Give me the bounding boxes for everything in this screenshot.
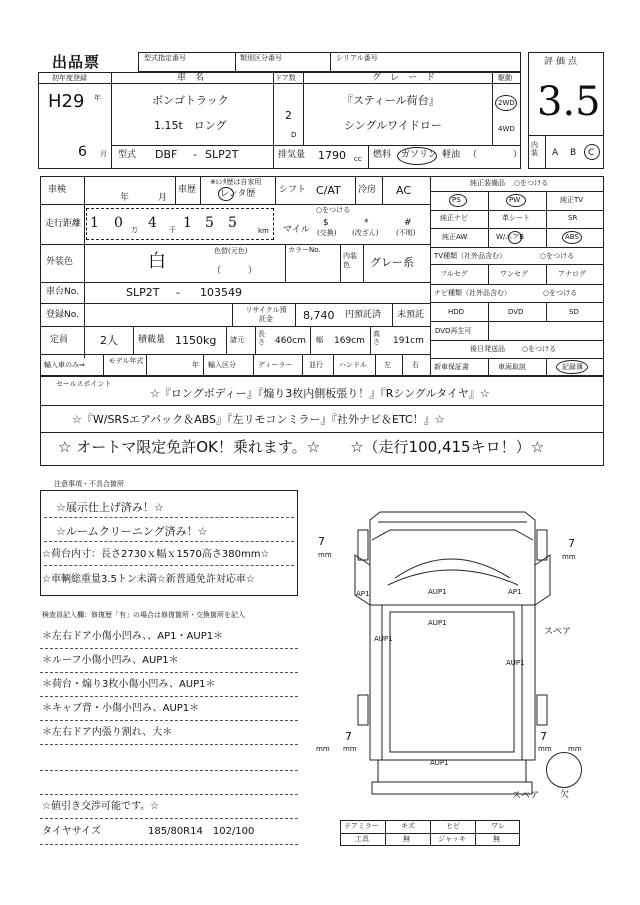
equipment-mark-note: ○をつける xyxy=(514,179,549,187)
inspection-year-unit: 年 xyxy=(120,193,130,203)
code-aup1-bed-left: AUP1 xyxy=(374,635,393,643)
tools-header-scratch: キズ xyxy=(401,822,415,830)
equip-abs: ABS xyxy=(565,233,579,241)
equip-aw: 純正AW xyxy=(442,233,468,241)
color-change-label: 色替(元色) xyxy=(214,247,248,255)
drive-2wd: 2WD xyxy=(498,99,515,107)
model-prefix: DBF xyxy=(155,148,178,161)
category-label: 類別区分番号 xyxy=(240,54,282,62)
model-label: 型式 xyxy=(118,150,137,160)
equip-tv: 純正TV xyxy=(560,196,584,204)
tools-header-break: ワレ xyxy=(491,822,505,830)
note-line-2: ☆ルームクリーニング済み！☆ xyxy=(56,525,208,538)
displacement-label: 排気量 xyxy=(278,150,306,160)
equip-ps: PS xyxy=(452,196,461,204)
code-aup1-rear: AUP1 xyxy=(430,759,449,767)
tire-depth-rear-right-unit: mm xyxy=(538,745,552,753)
mile-hash-sub: (不明) xyxy=(396,229,416,237)
inspector-line-4: ＊キャブ背・小傷小凹み、AUP1＊ xyxy=(42,703,200,714)
mileage-digit-2: 0 xyxy=(114,215,123,231)
mileage-sen: 千 xyxy=(169,226,176,234)
interior-grade-b: B xyxy=(570,148,577,158)
code-ap1-left: AP1 xyxy=(356,590,370,598)
chassis-dash: - xyxy=(176,286,180,299)
color-change-paren: （ ） xyxy=(212,266,258,276)
note-line-4: ☆車輌総重量3.5トン未満☆新普通免許対応車☆ xyxy=(42,574,255,585)
navi-title: ナビ種類（社外品含む） xyxy=(434,289,511,297)
history-value: レンタ歴 xyxy=(220,189,256,199)
history-label: 車歴 xyxy=(178,185,197,195)
import-dealer: ディーラー xyxy=(258,361,293,369)
displacement-value: 1790 xyxy=(318,149,346,162)
ac-value: AC xyxy=(396,184,412,197)
capacity-label: 定員 xyxy=(50,335,69,345)
tire-depth-rear-right: 7 xyxy=(540,730,547,743)
tire-depth-front-right: 7 xyxy=(568,537,575,550)
score-label: 評価点 xyxy=(544,57,581,67)
height-label: 高さ xyxy=(373,330,380,346)
later-warranty: 新車保証書 xyxy=(434,363,469,371)
score-value: 3.5 xyxy=(537,79,601,125)
recycle-value: 8,740 xyxy=(303,309,335,322)
inspector-line-1: ＊左右ドア小傷小凹み、、AP1・AUP1＊ xyxy=(42,631,224,642)
import-parallel: 並行 xyxy=(309,361,323,369)
reg-label: 登録No. xyxy=(46,310,79,320)
width-label: 幅 xyxy=(316,336,323,344)
tire-depth-front-left-unit: mm xyxy=(318,551,332,559)
grade-label: グ レ ー ド xyxy=(372,73,436,83)
code-aup1-roof: AUP1 xyxy=(428,588,447,596)
equip-sr: SR xyxy=(568,214,578,222)
tools-header-mirror: ドアミラー xyxy=(344,822,379,830)
recycle-label: リサイクル預託金 xyxy=(245,306,287,323)
serial-label: シリアル番号 xyxy=(336,54,378,62)
selling-point-3: ☆ オートマ限定免許OK！乗れます。☆ ☆（走行100,415キロ！）☆ xyxy=(58,438,545,456)
chassis-prefix: SLP2T xyxy=(126,286,160,299)
first-reg-month: 6 xyxy=(78,144,87,160)
spare-missing: 欠 xyxy=(560,790,570,800)
price-note: ☆値引き交渉可能です。☆ xyxy=(42,801,160,812)
interior-color-value: グレー系 xyxy=(370,256,414,269)
type-designation-label: 型式指定番号 xyxy=(144,54,186,62)
spare-label: スペア xyxy=(544,627,572,637)
drive-4wd: 4WD xyxy=(498,125,515,133)
tools-header-crack: ヒビ xyxy=(446,822,460,830)
mile-dollar-sub: (交換) xyxy=(317,229,337,237)
selling-point-2: ☆『W/SRSエアバック＆ABS』『左リモコンミラー』『社外ナビ＆ETC！』☆ xyxy=(72,413,445,426)
interior-grade-a: A xyxy=(552,148,559,158)
import-class-label: 輸入区分 xyxy=(208,361,236,369)
later-record: 記録簿 xyxy=(562,363,583,371)
length-value: 460cm xyxy=(275,336,306,346)
tools-row-jack-value: 無 xyxy=(493,835,500,843)
mileage-digit-3: 4 xyxy=(148,215,157,231)
mileage-digit-6: 5 xyxy=(228,215,237,231)
navi-mark-note: ○をつける xyxy=(543,289,578,297)
shift-label: シフト xyxy=(279,185,307,195)
car-name: ボンゴトラック xyxy=(152,94,229,107)
tire-label: タイヤサイズ xyxy=(42,826,101,837)
recycle-paid: 円預託済 xyxy=(345,310,382,320)
handle-label: ハンドル xyxy=(339,361,367,369)
tools-row-jack: ジャッキ xyxy=(438,835,466,843)
grade-line-1: 『スティール荷台』 xyxy=(342,94,440,107)
doors-d: D xyxy=(291,131,297,139)
length-label: 長さ xyxy=(258,330,265,346)
doors-value: 2 xyxy=(285,109,292,122)
mile-star: * xyxy=(364,218,369,228)
tire-extra-left-unit: mm xyxy=(316,745,330,753)
exterior-color: 白 xyxy=(148,251,166,272)
fuel-paren: （ ） xyxy=(468,150,523,160)
equip-leather: 革シート xyxy=(502,214,530,222)
mile-star-sub: (改ざん) xyxy=(352,229,379,237)
month-unit: 月 xyxy=(100,150,107,158)
model-year-label: モデル年式 xyxy=(108,357,144,365)
import-label: 輸入車のみ⇒ xyxy=(44,361,85,369)
tire-depth-front-left: 7 xyxy=(318,535,325,548)
mileage-unit: km xyxy=(258,227,269,235)
capacity-value: 2人 xyxy=(100,334,118,347)
mile-label: マイル xyxy=(283,225,310,235)
navi-sd: SD xyxy=(569,308,579,316)
inspection-month-unit: 月 xyxy=(158,193,168,203)
tv-analog: アナログ xyxy=(558,270,586,278)
mile-hash: # xyxy=(404,218,412,228)
tv-fullseg: フルセグ xyxy=(440,270,468,278)
tire-extra-right-unit: mm xyxy=(568,745,582,753)
later-manual: 車両取説 xyxy=(498,363,526,371)
dvd-playback: DVD再生可 xyxy=(435,327,472,335)
mileage-label: 走行距離 xyxy=(45,219,82,229)
color-no-label: カラーNo. xyxy=(288,246,321,254)
car-name-sub: 1.15t ロング xyxy=(154,119,227,132)
mile-dollar: $ xyxy=(323,218,329,228)
doors-label: ドア数 xyxy=(275,74,296,82)
interior-color-label: 内装色 xyxy=(343,252,357,270)
interior-grade-c: C xyxy=(588,148,595,158)
inspector-line-5: ＊左右ドア内張り割れ、大＊ xyxy=(42,727,173,738)
history-note: ※ﾚﾝﾀ歴は自家用 xyxy=(210,178,262,186)
tv-mark-note: ○をつける xyxy=(540,252,575,260)
mileage-digit-1: 1 xyxy=(90,215,99,231)
mileage-man: 万 xyxy=(131,226,138,234)
grade-line-2: シングルワイドロー xyxy=(344,119,442,132)
height-value: 191cm xyxy=(393,336,424,346)
model-value: SLP2T xyxy=(205,148,239,161)
dims-label: 諸元 xyxy=(230,336,244,344)
inspector-line-3: ＊荷台・煽り3枚小傷小凹み、AUP1＊ xyxy=(42,679,216,690)
equip-airbag: W/エアB xyxy=(496,233,525,241)
equipment-title: 純正装備品 xyxy=(470,179,505,187)
sheet-title: 出品票 xyxy=(52,53,101,71)
interior-grade-label: 内装 xyxy=(531,141,538,158)
tire-depth-rear-left-unit: mm xyxy=(343,745,357,753)
tv-title: TV種類（社外品含む） xyxy=(434,252,507,260)
inspection-label: 車検 xyxy=(48,185,67,195)
code-ap1-right: AP1 xyxy=(508,588,522,596)
mileage-digit-5: 5 xyxy=(205,215,214,231)
recycle-unpaid: 未預託 xyxy=(397,310,425,320)
tv-oneseg: ワンセグ xyxy=(500,270,528,278)
chassis-no: 103549 xyxy=(200,286,242,299)
model-year-unit: 年 xyxy=(192,361,199,369)
notes-label: 注意事項・不具合箇所 xyxy=(54,480,124,488)
handle-right: 右 xyxy=(412,361,419,369)
mileage-mark-note: ○をつける xyxy=(316,206,351,214)
tire-size: 185/80R14 102/100 xyxy=(148,826,255,837)
chassis-label: 車台No. xyxy=(46,287,79,297)
first-reg-label: 初年度登録 xyxy=(52,74,87,82)
drive-label: 駆動 xyxy=(498,74,512,82)
tire-depth-front-right-unit: mm xyxy=(562,553,576,561)
equip-pw: PW xyxy=(509,196,521,204)
note-line-3: ☆荷台内寸：長さ2730ｘ幅ｘ1570高さ380mm☆ xyxy=(42,549,270,560)
tools-row-tools-value: 無 xyxy=(403,835,410,843)
handle-left: 左 xyxy=(384,361,391,369)
ac-label: 冷房 xyxy=(358,185,377,195)
note-line-1: ☆展示仕上げ済み！☆ xyxy=(56,501,164,514)
mileage-digit-4: 1 xyxy=(183,215,192,231)
inspector-line-2: ＊ルーフ小傷小凹み、AUP1＊ xyxy=(42,655,179,666)
fuel-label: 燃料 xyxy=(373,150,392,160)
navi-dvd: DVD xyxy=(508,308,524,316)
navi-hdd: HDD xyxy=(448,308,465,316)
displacement-unit: cc xyxy=(354,155,362,163)
car-name-label: 車 名 xyxy=(177,73,205,83)
spare-tire-circle xyxy=(546,752,582,788)
load-value: 1150kg xyxy=(175,334,217,347)
first-reg-year: H29 xyxy=(48,91,85,112)
year-unit: 年 xyxy=(94,94,101,102)
fuel-value: ガソリン xyxy=(401,150,438,160)
code-aup1-cab: AUP1 xyxy=(428,619,447,627)
equip-navi: 純正ナビ xyxy=(440,214,468,222)
tools-row-tools: 工具 xyxy=(355,835,369,843)
width-value: 169cm xyxy=(334,336,365,346)
inspector-label: 検査員記入欄：修復歴「有」の場合は修復箇所・交換箇所を記入 xyxy=(42,611,245,619)
selling-points-label: セールスポイント xyxy=(56,380,112,388)
fuel-other: 軽油 xyxy=(442,150,461,160)
exterior-label: 外装色 xyxy=(46,257,74,267)
later-title: 後日発送品 xyxy=(470,345,505,353)
load-label: 積載量 xyxy=(138,335,166,345)
later-mark-note: ○をつける xyxy=(522,345,557,353)
selling-point-1: ☆『ロングボディー』『煽り3枚内側板張り！』『Rシングルタイヤ』☆ xyxy=(150,387,490,400)
shift-value: C/AT xyxy=(316,184,341,197)
code-aup1-bed-right: AUP1 xyxy=(506,659,525,667)
spare-label-2: スペア xyxy=(512,791,540,801)
tire-depth-rear-left: 7 xyxy=(345,730,352,743)
